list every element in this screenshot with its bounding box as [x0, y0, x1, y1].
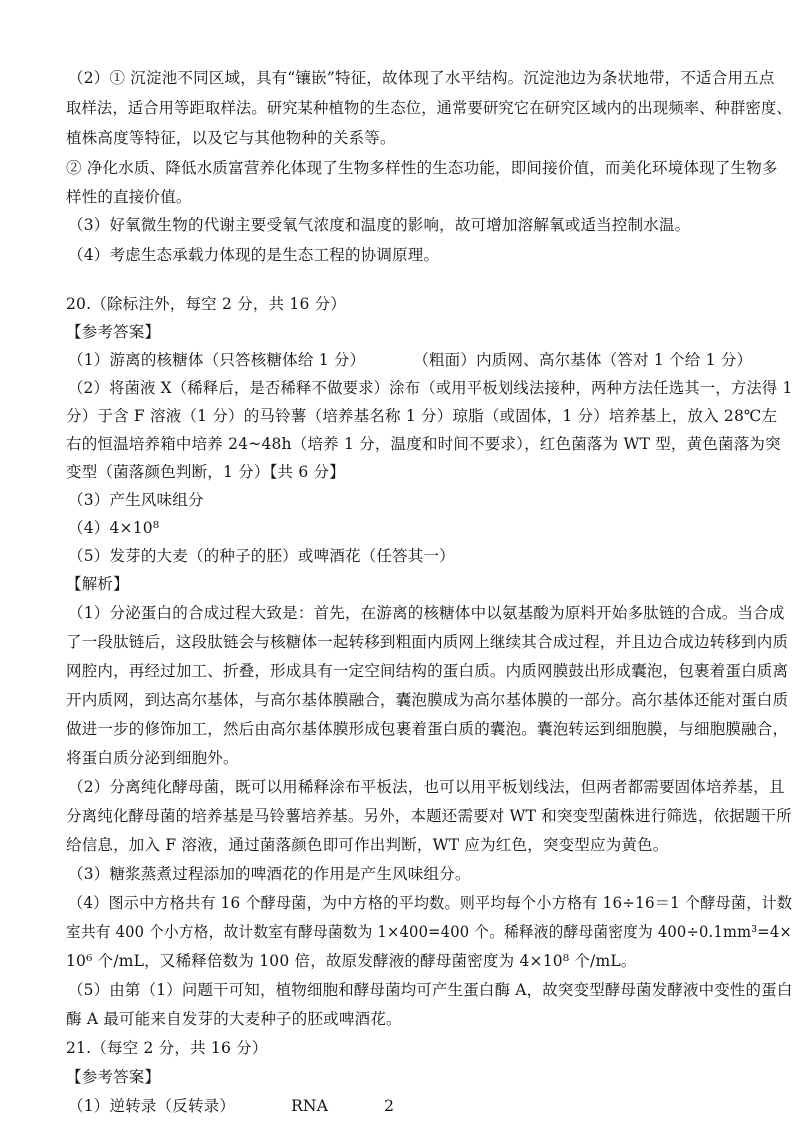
q20-answer-2-line3: 右的恒温培养箱中培养 24~48h（培养 1 分，温度和时间不要求），红色菌落为 WT 型，黄色菌落为突: [66, 435, 781, 453]
q20-explain-4-line3: 10⁶ 个/mL，又稀释倍数为 100 倍，故原发酵液的酵母菌密度为 4×10⁸ 个/mL。: [66, 952, 637, 970]
q21-answer-label: 【参考答案】: [66, 1068, 161, 1086]
sec19-p2-line1: （2）① 沉淀池不同区域，具有“镶嵌”特征，故体现了水平结构。沉淀池边为条状地带，不适合用五点: [68, 69, 775, 87]
sec19-p2-line2: 取样法，适合用等距取样法。研究某种植物的生态位，通常要研究它在研究区域内的出现频率、种群密度、: [66, 99, 792, 117]
sec19-p4: （4）考虑生态承载力体现的是生态工程的协调原理。: [68, 246, 440, 264]
sec19-p3: （3）好氧微生物的代谢主要受氧气浓度和温度的影响，故可增加溶解氧或适当控制水温。: [68, 216, 691, 234]
sec19-p2b-line2: 样性的直接价值。: [66, 188, 192, 206]
q20-explain-5-line1: （5）由第（1）问题干可知，植物细胞和酵母菌均可产生蛋白酶 A，故突变型酵母菌发酵液中变性的蛋白: [68, 981, 793, 999]
q20-explain-1-line6: 将蛋白质分泌到细胞外。: [66, 749, 239, 767]
q20-explain-4-line1: （4）图示中方格共有 16 个酵母菌，为中方格的平均数。则平均每个小方格有 16÷16＝1 个酵母菌，计数: [68, 894, 793, 912]
q20-explain-1-line3: 网腔内，再经过加工、折叠，形成具有一定空间结构的蛋白质。内质网膜鼓出形成囊泡，包裹着蛋白质离: [66, 662, 789, 680]
q21-answer-1: [68, 1096, 394, 1116]
q20-answer-1-part1: （1）游离的核糖体（只答核糖体给 1 分）: [68, 351, 366, 369]
q20-answer-2-line1: （2）将菌液 X（稀释后，是否稀释不做要求）涂布（或用平板划线法接种，两种方法任选其一，方法得 1: [68, 379, 793, 397]
q20-explain-1-line5: 做进一步的修饰加工，然后由高尔基体膜形成包裹着蛋白质的囊泡。囊泡转运到细胞膜，与细胞膜融合，: [66, 720, 789, 738]
q21-answer-1-part3: 2: [384, 1097, 395, 1115]
q21-answer-1-part2: RNA: [291, 1097, 329, 1115]
q20-header: 20.（除标注外，每空 2 分，共 16 分）: [66, 295, 347, 313]
q21-answer-1-part1: （1）逆转录（反转录）: [68, 1097, 236, 1115]
q20-explain-2-line3: 给信息，加入 F 溶液，通过菌落颜色即可作出判断，WT 应为红色，突变型应为黄色。: [66, 836, 669, 854]
q20-explain-4-line2: 室共有 400 个小方格，故计数室有酵母菌数为 1×400=400 个。稀释液的酵母菌密度为 400÷0.1mm³=4×: [66, 923, 792, 941]
q20-answer-4: （4）4×10⁸: [68, 519, 160, 537]
q20-answer-1: [68, 350, 752, 370]
q20-answer-label: 【参考答案】: [66, 323, 161, 341]
q20-explain-1-line2: 了一段肽链后，这段肽链会与核糖体一起转移到粗面内质网上继续其合成过程，并且边合成边转移到内质: [66, 633, 789, 651]
q20-answer-3: （3）产生风味组分: [68, 491, 204, 509]
q20-explain-1-line1: （1）分泌蛋白的合成过程大致是：首先，在游离的核糖体中以氨基酸为原料开始多肽链的合成。当合成: [68, 604, 785, 622]
q20-answer-2-line4: 变型（菌落颜色判断，1 分）【共 6 分】: [66, 463, 345, 481]
q20-analysis-label: 【解析】: [66, 575, 129, 593]
q20-explain-5-line2: 酶 A 最可能来自发芽的大麦种子的胚或啤酒花。: [66, 1010, 402, 1028]
q20-answer-1-part2: （粗面）内质网、高尔基体（答对 1 个给 1 分）: [413, 351, 753, 369]
q20-explain-2-line2: 分离纯化酵母菌的培养基是马铃薯培养基。另外，本题还需要对 WT 和突变型菌株进行筛选，依据题干所: [66, 807, 792, 825]
q20-answer-2-line2: 分）于含 F 溶液（1 分）的马铃薯（培养基名称 1 分）琼脂（或固体，1 分）培养基上，放入 28℃左: [66, 407, 778, 425]
q20-explain-2-line1: （2）分离纯化酵母菌，既可以用稀释涂布平板法，也可以用平板划线法，但两者都需要固体培养基，且: [68, 778, 785, 796]
sec19-p2b-line1: ② 净化水质、降低水质富营养化体现了生物多样性的生态功能，即间接价值，而美化环境体现了生物多: [66, 159, 778, 177]
q20-explain-1-line4: 开内质网，到达高尔基体，与高尔基体膜融合，囊泡膜成为高尔基体膜的一部分。高尔基体还能对蛋白质: [66, 691, 789, 709]
sec19-p2-line3: 植株高度等特征，以及它与其他物种的关系等。: [66, 129, 396, 147]
q20-answer-5: （5）发芽的大麦（的种子的胚）或啤酒花（任答其一）: [68, 547, 455, 565]
q20-explain-3: （3）糖浆蒸煮过程添加的啤酒花的作用是产生风味组分。: [68, 865, 471, 883]
q21-header: 21.（每空 2 分，共 16 分）: [66, 1039, 268, 1057]
